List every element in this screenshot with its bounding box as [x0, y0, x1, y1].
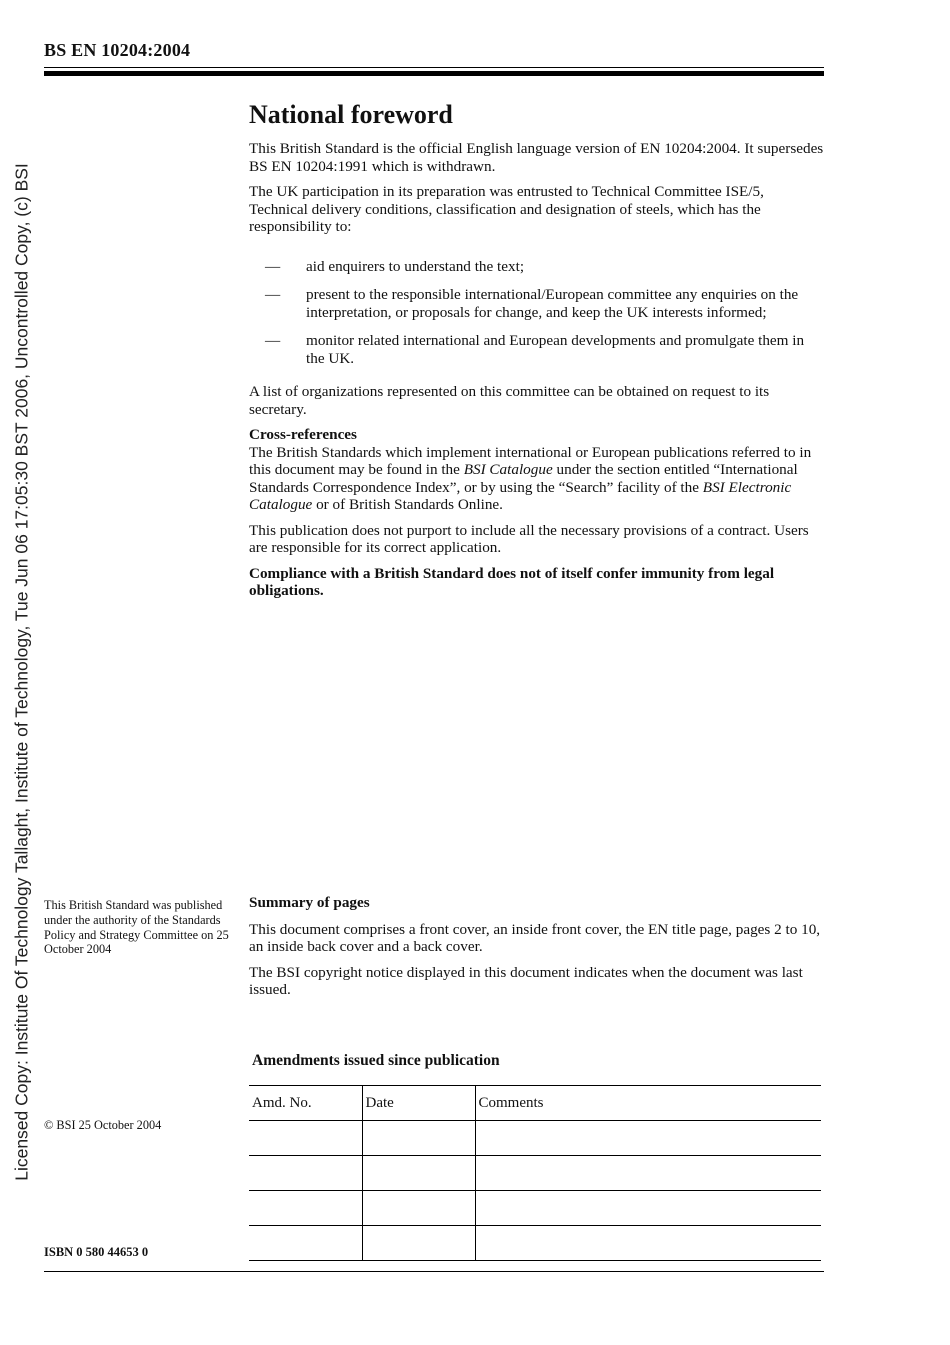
- copyright-notice: © BSI 25 October 2004: [44, 1118, 162, 1132]
- column-header-date: Date: [362, 1086, 475, 1121]
- table-row: [249, 1156, 821, 1191]
- table-cell: [475, 1156, 821, 1191]
- list-item-text: aid enquirers to understand the text;: [306, 257, 525, 275]
- header-rule-thick: [44, 71, 824, 76]
- table-row: [249, 1226, 821, 1261]
- table-cell: [249, 1226, 362, 1261]
- crossref-electronic-catalogue-title: BSI Electronic Catalogue: [249, 478, 792, 513]
- column-header-amd-no: Amd. No.: [249, 1086, 362, 1121]
- amendments-table: [249, 1085, 821, 1261]
- summary-section: [249, 894, 824, 1007]
- foreword-paragraph: The UK participation in its preparation was entrusted to Technical Committee ISE/5, Technical delivery conditions, classification and designation of steels, which has the responsibility to:: [249, 183, 764, 235]
- amendments-title: Amendments issued since publication: [252, 1052, 500, 1069]
- list-item: [249, 286, 824, 321]
- table-cell: [249, 1191, 362, 1226]
- compliance-statement: Compliance with a British Standard does not of itself confer immunity from legal obligations.: [249, 564, 775, 599]
- section-title: National foreword: [249, 100, 453, 129]
- license-watermark: Licensed Copy: Institute Of Technology Tallaght, Institute of Technology, Tue Jun 06 17:05:30 BST 2006, Uncontrolled Copy, (c) BSI: [11, 163, 32, 1181]
- crossref-paragraph: [249, 444, 824, 514]
- document-id: BS EN 10204:2004: [44, 40, 191, 60]
- list-item: [249, 258, 824, 276]
- foreword-paragraph: A list of organizations represented on this committee can be obtained on request to its secretary.: [249, 383, 770, 418]
- header-rule-thin: [44, 67, 824, 68]
- crossref-catalogue-title: BSI Catalogue: [463, 461, 553, 478]
- table-cell: [362, 1156, 475, 1191]
- responsibility-list: [249, 258, 824, 368]
- foreword-paragraph: This British Standard is the official English language version of EN 10204:2004. It supersedes BS EN 10204:1991 which is withdrawn.: [249, 140, 824, 175]
- crossref-text: The British Standards which implement international or European publications referred to in this document may be found in the: [249, 443, 812, 478]
- list-item-text: monitor related international and European developments and promulgate them in the UK.: [306, 332, 805, 367]
- table-cell: [475, 1121, 821, 1156]
- table-row: [249, 1121, 821, 1156]
- list-item-text: present to the responsible international/European committee any enquiries on the interpretation, or proposals for change, and keep the UK interests informed;: [306, 286, 799, 321]
- column-header-comments: Comments: [475, 1086, 821, 1121]
- summary-paragraph: This document comprises a front cover, an inside front cover, the EN title page, pages 2 to 10, an inside back cover and a back cover.: [249, 920, 821, 955]
- table-row: [249, 1191, 821, 1226]
- foreword-body: [249, 140, 824, 608]
- crossref-heading: Cross-references: [249, 426, 357, 443]
- table-cell: [362, 1121, 475, 1156]
- dash-bullet: —: [265, 332, 281, 349]
- publication-note: This British Standard was published under the authority of the Standards Policy and Strategy Committee on 25 October 2004: [44, 898, 229, 957]
- table-cell: [249, 1156, 362, 1191]
- foreword-paragraph: This publication does not purport to include all the necessary provisions of a contract. Users are responsible for its correct application.: [249, 521, 809, 556]
- table-cell: [475, 1191, 821, 1226]
- crossref-text: under the section entitled “International Standards Correspondence Index”, or by using the “Search” facility of the: [249, 461, 798, 496]
- dash-bullet: —: [265, 257, 281, 275]
- summary-paragraph: The BSI copyright notice displayed in this document indicates when the document was last issued.: [249, 963, 803, 998]
- table-header-row: [249, 1086, 821, 1121]
- crossref-text: or of British Standards Online.: [312, 496, 503, 513]
- dash-bullet: —: [265, 286, 281, 303]
- table-cell: [249, 1121, 362, 1156]
- summary-heading: Summary of pages: [249, 894, 370, 911]
- table-cell: [362, 1191, 475, 1226]
- table-cell: [362, 1226, 475, 1261]
- list-item: [249, 332, 824, 367]
- footer-rule: [44, 1271, 824, 1272]
- isbn: ISBN 0 580 44653 0: [44, 1245, 149, 1259]
- table-cell: [475, 1226, 821, 1261]
